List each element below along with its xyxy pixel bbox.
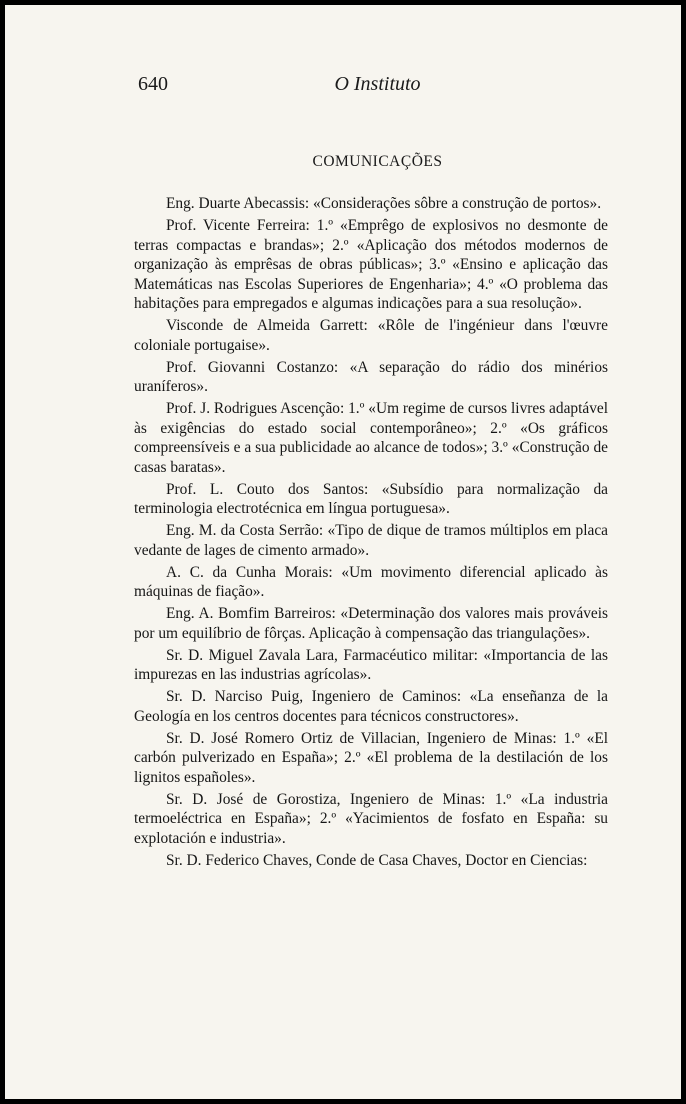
communication-entry: Eng. A. Bomfim Barreiros: «Determinação dos valores mais prováveis por um equilíbrio de fôrças. Aplicação à compensação das triangulações». [134,605,608,642]
communication-entry: Visconde de Almeida Garrett: «Rôle de l'ingénieur dans l'œuvre coloniale portugaise». [134,317,608,354]
communication-entry: A. C. da Cunha Morais: «Um movimento diferencial aplicado às máquinas de fiação». [134,563,608,600]
communication-entry: Eng. M. da Costa Serrão: «Tipo de dique de tramos múltiplos em placa vedante de lages de cimento armado». [134,522,608,559]
communications-list [134,194,608,873]
communication-entry: Prof. Vicente Ferreira: 1.º «Emprêgo de explosivos no desmonte de terras compactas e brandas»; 2.º «Aplicação dos métodos modernos de organização às emprêsas de obras públicas»; 3.º «Ensino e aplicação das Matemáticas nas Escolas Superiores de Engenharia»; 4.º «O problema das habitações para empregados e algumas indicações para a sua resolução». [134,217,608,312]
communication-entry: Sr. D. Narciso Puig, Ingeniero de Caminos: «La enseñanza de la Geología en los centros docentes para técnicos constructores». [134,688,608,725]
communication-entry: Prof. L. Couto dos Santos: «Subsídio para normalização da terminologia electrotécnica em língua portuguesa». [134,480,608,517]
document-page [5,5,681,1099]
communication-entry: Sr. D. José Romero Ortiz de Villacian, Ingeniero de Minas: 1.º «El carbón pulverizado en España»; 2.º «El problema de la destilación de los lignitos españoles». [134,729,608,786]
communication-entry: Prof. Giovanni Costanzo: «A separação do rádio dos minérios uraníferos». [134,358,608,395]
communication-entry: Eng. Duarte Abecassis: «Considerações sôbre a construção de portos». [166,195,602,212]
communication-entry: Sr. D. Federico Chaves, Conde de Casa Chaves, Doctor en Ciencias: [166,851,588,869]
communication-entry: Prof. J. Rodrigues Ascenção: 1.º «Um regime de cursos livres adaptável às exigências do estado social contemporâneo»; 2.º «Os gráficos compreensíveis e a sua publicidade ao alcance de todos»; 3.º «Construção de casas baratas». [134,400,609,476]
communication-entry: Sr. D. José de Gorostiza, Ingeniero de Minas: 1.º «La industria termoeléctrica en España»; 2.º «Yacimientos de fosfato en España: su explotación e industria». [134,790,608,847]
running-head-journal-title: O Instituto [334,73,421,95]
communication-entry: Sr. D. Miguel Zavala Lara, Farmacéutico militar: «Importancia de las impurezas en las industrias agrícolas». [134,646,608,683]
page-number: 640 [138,73,168,95]
section-title: COMUNICAÇÕES [312,153,443,170]
